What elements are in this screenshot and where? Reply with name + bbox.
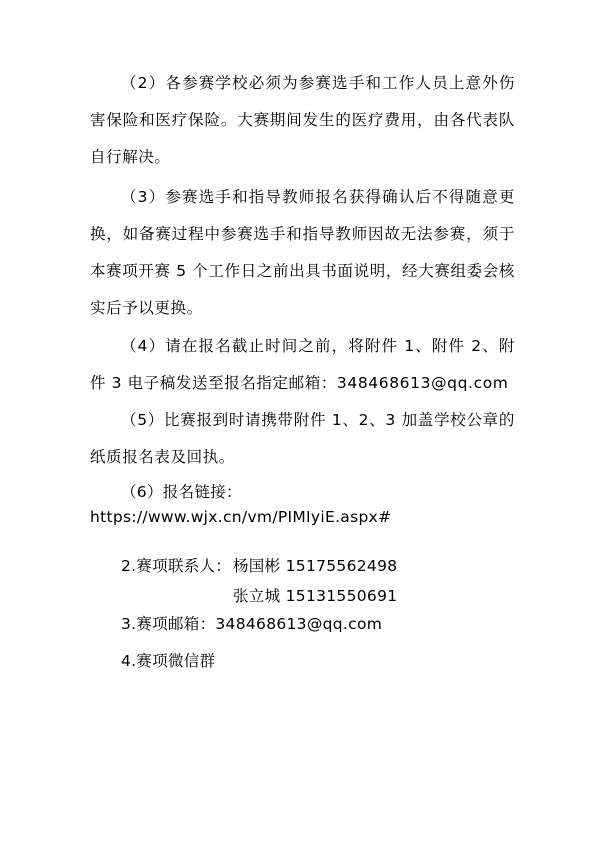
- paragraph-substitution: （3）参赛选手和指导教师报名获得确认后不得随意更换，如备赛过程中参赛选手和指导教师因故无法参赛，须于本赛项开赛 5 个工作日之前出具书面说明，经大赛组委会核实后予以更换。: [90, 188, 515, 317]
- registration-link[interactable]: https://www.wjx.cn/vm/PIMIyiE.aspx#: [90, 508, 392, 526]
- contact-person-1: 杨国彬 15175562498: [233, 557, 398, 575]
- paragraph-insurance: （2）各参赛学校必须为参赛选手和工作人员上意外伤害保险和医疗保险。大赛期间发生的医疗费用，由各代表队自行解决。: [90, 74, 515, 166]
- event-wechat-group: 4.赛项微信群: [121, 652, 216, 670]
- paragraph-submission: （4）请在报名截止时间之前，将附件 1、附件 2、附件 3 电子稿发送至报名指定邮箱：348468613@qq.com: [90, 337, 515, 392]
- registration-label: （6）报名链接：: [121, 483, 242, 501]
- event-email: 3.赛项邮箱：348468613@qq.com: [121, 615, 383, 633]
- paragraph-checkin: （5）比赛报到时请携带附件 1、2、3 加盖学校公章的纸质报名表及回执。: [90, 411, 515, 466]
- contact-person-2: 张立城 15131550691: [233, 587, 398, 605]
- contacts-label: 2.赛项联系人：: [121, 557, 232, 575]
